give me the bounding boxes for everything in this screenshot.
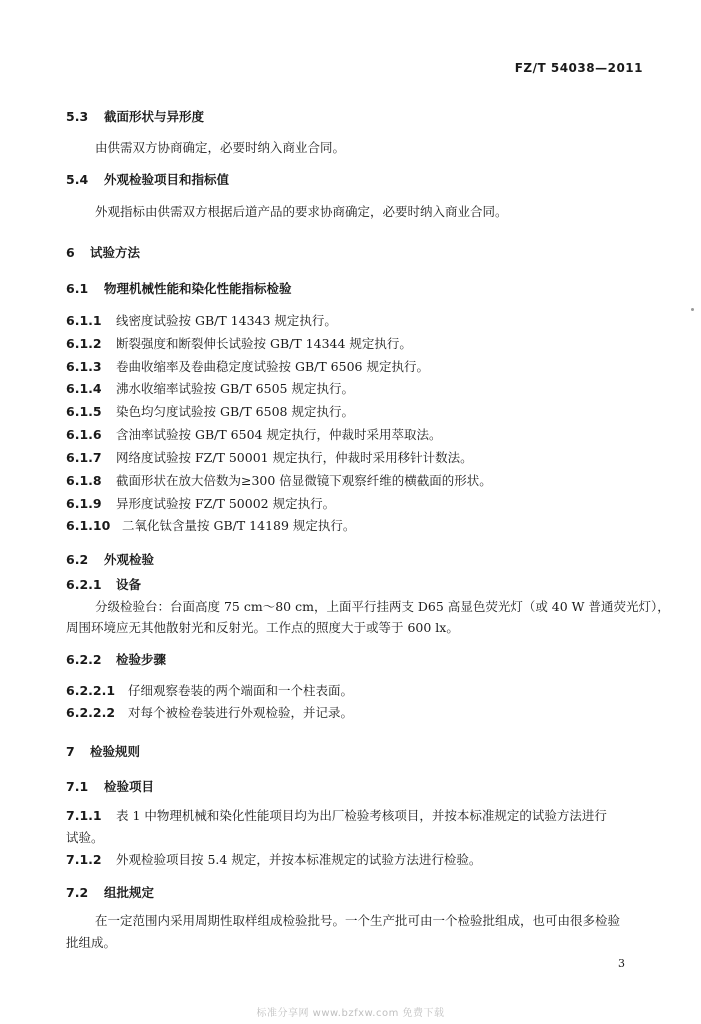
section-title: 物理机械性能和染化性能指标检验 [104, 281, 292, 296]
section-7-2-heading [66, 885, 154, 901]
item-number: 6.1.4 [66, 381, 102, 396]
item-number: 6.2.2.2 [66, 705, 116, 720]
section-7-heading [66, 744, 140, 760]
section-7-1-1-continued: 试验。 [66, 830, 104, 845]
section-title: 设备 [116, 577, 142, 592]
page-number: 3 [618, 957, 625, 970]
item-number: 6.1.8 [66, 473, 102, 488]
section-number: 5.4 [66, 172, 89, 187]
item-text: 沸水收缩率试验按 GB/T 6505 规定执行。 [116, 381, 354, 396]
item-number: 6.1.7 [66, 450, 102, 465]
list-item [66, 705, 353, 721]
section-title: 检验步骤 [116, 652, 167, 667]
section-number: 7.1 [66, 779, 89, 794]
section-title: 截面形状与异形度 [104, 109, 205, 124]
section-number: 6 [66, 245, 75, 260]
section-5-3-heading [66, 109, 204, 125]
list-item [66, 359, 429, 375]
list-item [66, 313, 337, 329]
section-number: 6.2.1 [66, 577, 102, 592]
list-item [66, 404, 354, 420]
section-number: 5.3 [66, 109, 89, 124]
section-6-2-1-heading [66, 577, 141, 593]
section-6-2-1-body-line-1: 分级检验台：台面高度 75 cm～80 cm，上面平行挂两支 D65 高显色荧光灯（或 40 W 普通荧光灯）， [95, 599, 670, 614]
item-text: 外观检验项目按 5.4 规定，并按本标准规定的试验方法进行检验。 [116, 852, 482, 867]
section-title: 外观检验 [104, 552, 155, 567]
section-number: 6.2.2 [66, 652, 102, 667]
item-number: 6.1.2 [66, 336, 102, 351]
section-7-1-1 [66, 808, 607, 824]
list-item [66, 496, 335, 512]
item-number: 6.1.6 [66, 427, 102, 442]
list-item [66, 518, 355, 534]
list-item [66, 473, 492, 489]
item-text: 异形度试验按 FZ/T 50002 规定执行。 [116, 496, 336, 511]
list-item [66, 683, 353, 699]
item-number: 6.1.3 [66, 359, 102, 374]
section-7-1-heading [66, 779, 154, 795]
section-6-heading [66, 245, 140, 261]
section-5-3-body: 由供需双方协商确定，必要时纳入商业合同。 [95, 140, 346, 155]
list-item [66, 450, 473, 466]
standard-number: FZ/T 54038—2011 [514, 61, 643, 75]
item-number: 6.1.10 [66, 518, 111, 533]
item-number: 6.1.1 [66, 313, 102, 328]
section-number: 6.2 [66, 552, 89, 567]
list-item [66, 427, 441, 443]
item-text: 对每个被检卷装进行外观检验，并记录。 [128, 705, 354, 720]
item-text: 表 1 中物理机械和染化性能项目均为出厂检验考核项目，并按本标准规定的试验方法进行 [116, 808, 607, 823]
item-text: 网络度试验按 FZ/T 50001 规定执行，仲裁时采用移针计数法。 [116, 450, 473, 465]
item-text: 线密度试验按 GB/T 14343 规定执行。 [116, 313, 337, 328]
section-5-4-body: 外观指标由供需双方根据后道产品的要求协商确定，必要时纳入商业合同。 [95, 204, 508, 219]
item-text: 截面形状在放大倍数为≥300 倍显微镜下观察纤维的横截面的形状。 [116, 473, 492, 488]
section-title: 试验方法 [90, 245, 141, 260]
item-number: 6.2.2.1 [66, 683, 116, 698]
list-item [66, 381, 354, 397]
section-6-2-1-body-line-2: 周围环境应无其他散射光和反射光。工作点的照度大于或等于 600 lx。 [66, 620, 459, 635]
section-title: 检验项目 [104, 779, 155, 794]
section-7-1-2 [66, 852, 481, 868]
section-6-1-heading [66, 281, 292, 297]
section-title: 外观检验项目和指标值 [104, 172, 230, 187]
section-title: 检验规则 [90, 744, 141, 759]
item-text: 仔细观察卷装的两个端面和一个柱表面。 [128, 683, 354, 698]
section-7-2-body-line-2: 批组成。 [66, 935, 117, 950]
item-text: 含油率试验按 GB/T 6504 规定执行，仲裁时采用萃取法。 [116, 427, 442, 442]
section-title: 组批规定 [104, 885, 155, 900]
list-item [66, 336, 412, 352]
item-number: 6.1.5 [66, 404, 102, 419]
section-number: 6.1 [66, 281, 89, 296]
section-number: 7 [66, 744, 75, 759]
item-text: 二氧化钛含量按 GB/T 14189 规定执行。 [122, 518, 356, 533]
scan-speck [691, 308, 694, 311]
section-7-2-body-line-1: 在一定范围内采用周期性取样组成检验批号。一个生产批可由一个检验批组成，也可由很多检验 [95, 913, 621, 928]
item-number: 6.1.9 [66, 496, 102, 511]
item-text: 卷曲收缩率及卷曲稳定度试验按 GB/T 6506 规定执行。 [116, 359, 429, 374]
item-text: 断裂强度和断裂伸长试验按 GB/T 14344 规定执行。 [116, 336, 412, 351]
section-6-2-2-heading [66, 652, 166, 668]
section-6-2-heading [66, 552, 154, 568]
footer-watermark: 标准分享网 www.bzfxw.com 免费下载 [256, 1008, 445, 1019]
section-number: 7.2 [66, 885, 89, 900]
item-text: 染色均匀度试验按 GB/T 6508 规定执行。 [116, 404, 354, 419]
item-number: 7.1.1 [66, 808, 102, 823]
item-number: 7.1.2 [66, 852, 102, 867]
section-5-4-heading [66, 172, 229, 188]
